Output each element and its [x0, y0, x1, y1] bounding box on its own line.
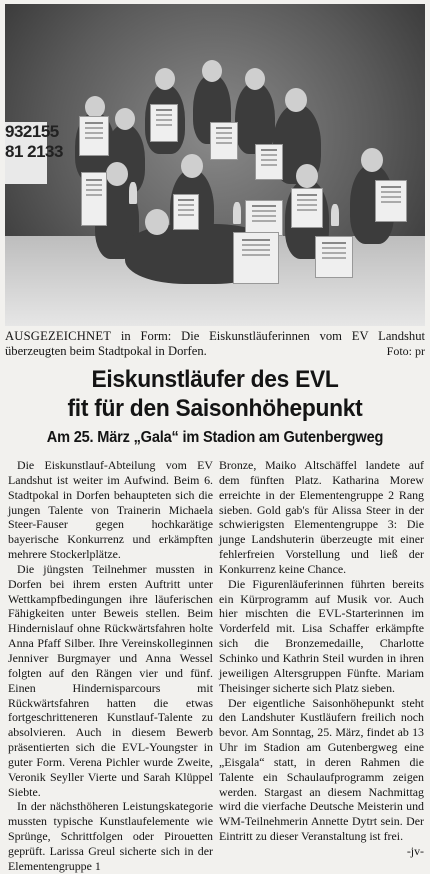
- skater-head: [155, 68, 175, 90]
- certificate: [375, 180, 407, 222]
- rink-board-sign: [5, 122, 63, 162]
- photo-credit: Foto: pr: [386, 344, 425, 358]
- certificate: [173, 194, 199, 230]
- author-signature: -jv-: [406, 843, 424, 858]
- paragraph: Bronze, Maiko Altschäffel landete auf dem fünften Platz. Katharina Morew erreichte in der Elementengruppe 2 Rang sieben. Gold gab's für Alissa Steer in der schwierigsten Elementengruppe 3: Die junge Landshuterin überzeugte mit einer fehlerfreien Vorstellung und ließ der Konkurrenz keine Chance.: [219, 458, 424, 576]
- article-headline: [15, 365, 415, 423]
- certificate: [315, 236, 353, 278]
- paragraph: [219, 695, 424, 858]
- article-subheadline: Am 25. März „Gala“ im Stadion am Gutenbergweg: [46, 429, 384, 446]
- certificate: [150, 104, 178, 142]
- certificate: [245, 200, 283, 236]
- team-photo: [5, 4, 425, 326]
- paragraph-text: Der eigentliche Saisonhöhepunkt steht den Landshuter Kustläufern freilich noch bevor. Am Sonntag, 25. März, findet ab 13 Uhr im Stadion am Gutenbergweg eine „Eisgala“ statt, in deren Rahmen die Talente ein Schaulaufprogramm zeigen werden. Stargast an diesem Nachmittag wird die vierfache Deutsche Meisterin und WM-Teilnehmerin Annette Dytrt sein. Der Eintritt zu dieser Veranstaltung ist frei.: [219, 695, 424, 844]
- skater-head: [296, 164, 318, 188]
- skater-head: [145, 209, 169, 235]
- headline-line-2: fit für den Saisonhöhepunkt: [67, 395, 363, 422]
- certificate: [255, 144, 283, 180]
- certificate: [233, 232, 279, 284]
- skater-head: [115, 108, 135, 130]
- paragraph: Die jüngsten Teilnehmer mussten in Dorfen bei ihrem ersten Auftritt unter Wettkampfbedingungen ihre läuferischen Fähigkeiten unter Beweis stellen. Beim Hindernislauf ohne Rückwärtsfahren holte Anna Pfaff Silber. Ihre Vereinskolleginnen Jenniver Burgmayer und Anna Wessel folgten auf den Rängen vier und fünf. Einen Hindernisparcours mit Rückwärtsfahren hatten die etwas fortgeschritteneren Kunstlauf-Talente zu absolvieren. Auch in diesem Bewerb präsentierten sich die EVL-Youngster in guter Form. Verena Pichler wurde Zweite, Veronik Seyller Vierte und Sarah Klüppel Siebte.: [8, 561, 213, 799]
- article-column-right: [219, 458, 424, 858]
- skater-head: [245, 68, 265, 90]
- paragraph: Die Figurenläuferinnen führten bereits ein Kürprogramm auf Musik vor. Auch hier mischten die EVL-Starterinnen im Vorderfeld mit. Lisa Schaffer erkämpfte sich die Bronzemedaille, Charlotte Schinko und Kathrin Steil wurden in ihren jeweiligen Altersgruppen Fünfte. Mariam Theisinger sicherte sich Platz sieben.: [219, 576, 424, 695]
- trainer-head: [285, 88, 307, 112]
- skater-head: [106, 162, 128, 186]
- trophy: [331, 204, 339, 226]
- skater-head: [202, 60, 222, 82]
- skater-head: [181, 154, 203, 178]
- trophy: [233, 202, 241, 224]
- caption-lead: AUSGEZEICHNET: [5, 329, 112, 343]
- paragraph: In der nächsthöheren Leistungskategorie mussten typische Kunstlaufelemente wie Sprünge, Schrittfolgen oder Pirouetten geprüft. Larissa Greul sicherte sich in der Elementengruppe 1: [8, 799, 213, 873]
- sign-line-2: 81 2133: [5, 142, 63, 161]
- certificate: [210, 122, 238, 160]
- certificate: [291, 188, 323, 228]
- headline-line-1: Eiskunstläufer des EVL: [91, 366, 339, 393]
- skater-head: [361, 148, 383, 172]
- caption-text: in Form: Die Eiskunstläuferinnen vom EV Landshut überzeugten beim Stadtpokal in Dorfen.: [5, 329, 425, 358]
- certificate: [81, 172, 107, 226]
- skater-head: [85, 96, 105, 118]
- sign-line-1: 932155: [5, 122, 59, 141]
- certificate: [79, 116, 109, 156]
- photo-caption: [5, 329, 425, 359]
- article-column-left: [8, 458, 213, 873]
- paragraph: Die Eiskunstlauf-Abteilung vom EV Landshut ist weiter im Aufwind. Beim 6. Stadtpokal in Dorfen behaupteten sich die jungen Talente von Trainerin Michaela Steer-Fauser gegen hochkarätige bayerische Konkurrenz und erkämpften mehrere Stockerlplätze.: [8, 458, 213, 562]
- trophy: [129, 182, 137, 204]
